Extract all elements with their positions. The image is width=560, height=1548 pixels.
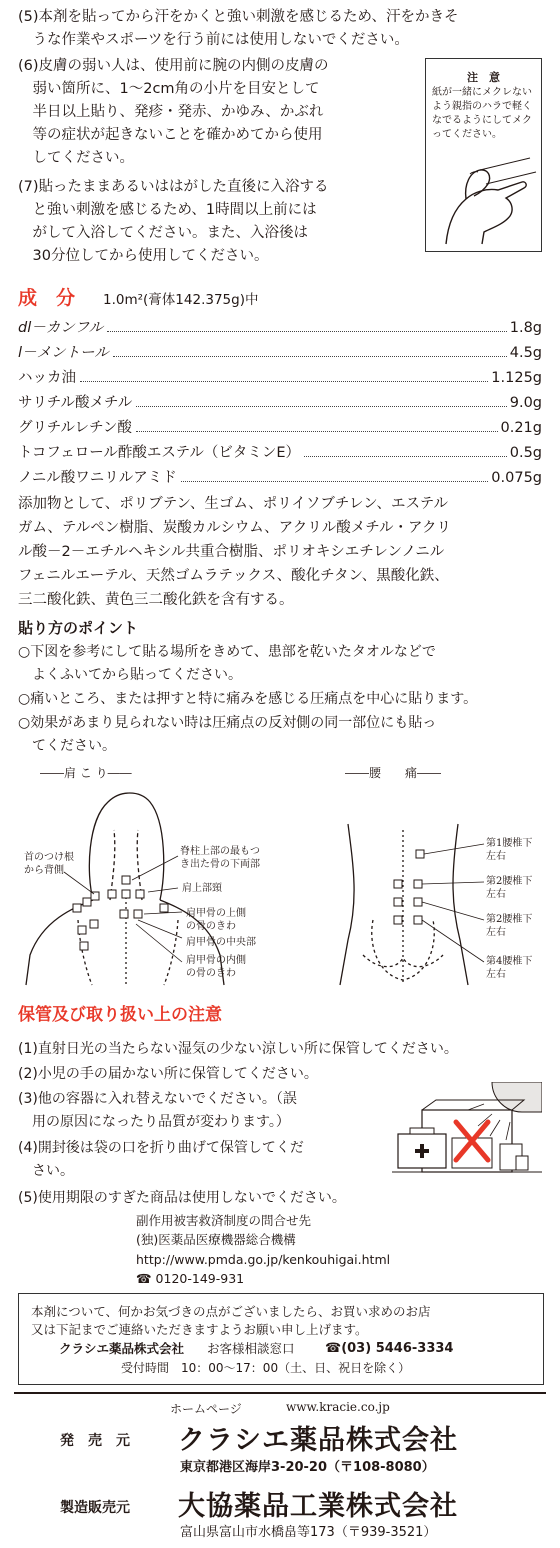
note-title: 注 意	[467, 71, 500, 84]
label-neck-base: 首のつけ根	[24, 852, 74, 863]
back-diagram-title: ――腰 痛――	[345, 766, 442, 780]
label-lumbar-4-side: 左右	[486, 969, 506, 980]
contact-company: クラシエ薬品株式会社	[59, 1341, 185, 1356]
ingredient-name: サリチル酸メチル	[18, 395, 133, 411]
homepage-label: ホームページ	[170, 1402, 242, 1416]
ingredient-name: l－メントール	[18, 345, 109, 361]
precaution-6-line-3: 半日以上貼り、発疹・発赤、かゆみ、かぶれ	[18, 104, 324, 120]
ingredient-row	[18, 467, 542, 489]
ingredient-name: トコフェロール酢酸エステル（ビタミンE）	[18, 445, 301, 461]
storage-line-5: (4)開封後は袋の口を折り曲げて保管してくだ	[18, 1140, 304, 1156]
storage-line-1: (1)直射日光の当たらない湿気の少ない涼しい所に保管してください。	[18, 1041, 458, 1057]
seller-name: クラシエ薬品株式会社	[178, 1425, 458, 1456]
relief-phone: ☎ 0120-149-931	[136, 1271, 245, 1286]
precaution-6-line-5: してください。	[18, 150, 134, 166]
hand-peeling-illustration	[426, 154, 541, 250]
label-lumbar-1: 第1腰椎下	[486, 838, 533, 849]
ingredient-name: グリチルレチン酸	[18, 420, 132, 436]
ingredient-row	[18, 417, 542, 439]
storage-heading: 保管及び取り扱い上の注意	[18, 1005, 222, 1025]
contact-line-2: 又は下記までご連絡いただきますようお願い申し上げます。	[31, 1322, 368, 1337]
shoulder-diagram-title: ――肩 こ り――	[40, 766, 132, 780]
label-scapula-upper: 肩甲骨の上側	[186, 908, 246, 919]
note-line-3: なでるようにしてメク	[432, 115, 532, 126]
label-lumbar-2a-side: 左右	[486, 889, 506, 900]
note-line-2: よう親指のハラで軽く	[432, 101, 532, 112]
precaution-5-line-1: (5)本剤を貼ってから汗をかくと強い刺激を感じるため、汗をかきそ	[18, 9, 459, 25]
precaution-6-line-2: 弱い箇所に、1～2cm角の小片を目安として	[18, 81, 320, 97]
application-line-3: ○痛いところ、または押すと特に痛みを感じる圧痛点を中心に貼ります。	[18, 691, 478, 707]
label-scapula-upper-2: の骨のきわ	[186, 921, 236, 932]
application-line-1: ○下図を参考にして貼る場所をきめて、患部を乾いたタオルなどで	[18, 644, 436, 660]
relief-line-1: 副作用被害救済制度の問合せ先	[136, 1213, 312, 1228]
maker-label: 製造販売元	[60, 1500, 130, 1516]
label-scapula-center: 肩甲骨の中央部	[186, 937, 256, 948]
homepage-url[interactable]: www.kracie.co.jp	[286, 1400, 390, 1414]
label-lumbar-2a: 第2腰椎下	[486, 876, 533, 887]
label-spine-top-2: き出た骨の下両部	[180, 859, 260, 870]
maker-address: 富山県富山市水橋畠等173（〒939-3521）	[180, 1525, 437, 1540]
precaution-6-line-4: 等の症状が起きないことを確かめてから使用	[18, 127, 323, 143]
application-line-2: よくふいてから貼ってください。	[18, 667, 242, 683]
relief-url[interactable]: http://www.pmda.go.jp/kenkouhigai.html	[136, 1252, 391, 1267]
precaution-7-line-3: がして入浴してください。また、入浴後は	[18, 225, 308, 241]
ingredient-amount: 4.5g	[509, 345, 542, 361]
footer-divider	[14, 1392, 546, 1394]
storage-line-6: さい。	[18, 1163, 74, 1179]
ingredient-amount: 1.8g	[509, 320, 542, 336]
label-spine-top: 脊柱上部の最もつ	[180, 846, 260, 857]
ingredient-amount: 0.5g	[509, 445, 542, 461]
ingredients-basis: 1.0m²(膏体142.375g)中	[103, 292, 259, 308]
ingredient-name: dl－カンフル	[18, 320, 104, 336]
ingredient-amount: 0.075g	[491, 470, 542, 486]
precaution-7-line-2: と強い刺激を感じるため、1時間以上前には	[18, 202, 317, 218]
storage-line-3: (3)他の容器に入れ替えないでください。（誤	[18, 1091, 297, 1107]
ingredient-amount: 9.0g	[509, 395, 542, 411]
seller-address: 東京都港区海岸3-20-20（〒108-8080）	[180, 1460, 435, 1475]
ingredient-name: ハッカ油	[18, 370, 76, 386]
precaution-6-line-1: (6)皮膚の弱い人は、使用前に腕の内側の皮膚の	[18, 58, 329, 74]
label-lumbar-1-side: 左右	[486, 851, 506, 862]
note-line-4: ってください。	[432, 129, 502, 140]
label-upper-shoulder: 肩上部頸	[182, 883, 222, 894]
relief-line-2: (独)医薬品医療機器総合機構	[136, 1232, 296, 1247]
ingredient-row	[18, 317, 542, 339]
label-scapula-inner-2: の骨のきわ	[186, 968, 236, 979]
ingredient-name: ノニル酸ワニリルアミド	[18, 470, 177, 486]
contact-phone: ☎(03) 5446-3334	[325, 1341, 454, 1356]
precaution-5-line-2: うな作業やスポーツを行う前には使用しないでください。	[18, 32, 409, 48]
label-lumbar-2b: 第2腰椎下	[486, 914, 533, 925]
contact-box	[18, 1293, 544, 1385]
storage-line-4: 用の原因になったり品質が変わります。）	[18, 1114, 290, 1130]
ingredient-row	[18, 392, 542, 414]
additives-line-4: フェニルエーテル、天然ゴムラテックス、酸化チタン、黒酸化鉄、	[18, 568, 449, 584]
ingredient-row	[18, 367, 542, 389]
storage-line-7: (5)使用期限のすぎた商品は使用しないでください。	[18, 1190, 346, 1206]
storage-illustration	[392, 1082, 542, 1182]
label-lumbar-2b-side: 左右	[486, 927, 506, 938]
label-scapula-inner: 肩甲骨の内側	[186, 955, 246, 966]
application-heading: 貼り方のポイント	[18, 619, 139, 637]
additives-line-2: ガム、テルペン樹脂、炭酸カルシウム、アクリル酸メチル・アクリ	[18, 520, 452, 536]
ingredient-row	[18, 442, 542, 464]
ingredient-amount: 0.21g	[500, 420, 542, 436]
ingredient-row	[18, 342, 542, 364]
storage-line-2: (2)小児の手の届かない所に保管してください。	[18, 1066, 318, 1082]
application-line-5: てください。	[18, 738, 116, 754]
precaution-7-line-4: 30分位してから使用してください。	[18, 248, 269, 264]
ingredient-amount: 1.125g	[491, 370, 542, 386]
maker-name: 大協薬品工業株式会社	[178, 1491, 458, 1522]
additives-line-1: 添加物として、ポリブテン、生ゴム、ポリイソブチレン、エステル	[18, 496, 448, 512]
application-diagram	[18, 780, 542, 990]
contact-hours: 受付時間 10：00～17：00（土、日、祝日を除く）	[121, 1361, 411, 1375]
additives-line-3: ル酸－2－エチルヘキシル共重合樹脂、ポリオキシエチレンノニル	[18, 544, 445, 560]
contact-line-1: 本剤について、何かお気づきの点がございましたら、お買い求めのお店	[31, 1304, 431, 1319]
additives-line-5: 三二酸化鉄、黄色三二酸化鉄を含有する。	[18, 592, 294, 608]
contact-desk: お客様相談窓口	[207, 1341, 295, 1356]
label-neck-base-2: から背側	[24, 865, 64, 876]
application-line-4: ○効果があまり見られない時は圧痛点の反対側の同一部位にも貼っ	[18, 715, 437, 731]
note-line-1: 紙が一緒にメクレない	[432, 87, 532, 98]
label-lumbar-4: 第4腰椎下	[486, 956, 533, 967]
peeling-note-box	[425, 58, 542, 252]
seller-label: 発 売 元	[60, 1433, 130, 1449]
ingredients-heading: 成 分	[18, 287, 76, 309]
precaution-7-line-1: (7)貼ったままあるいははがした直後に入浴する	[18, 179, 329, 195]
